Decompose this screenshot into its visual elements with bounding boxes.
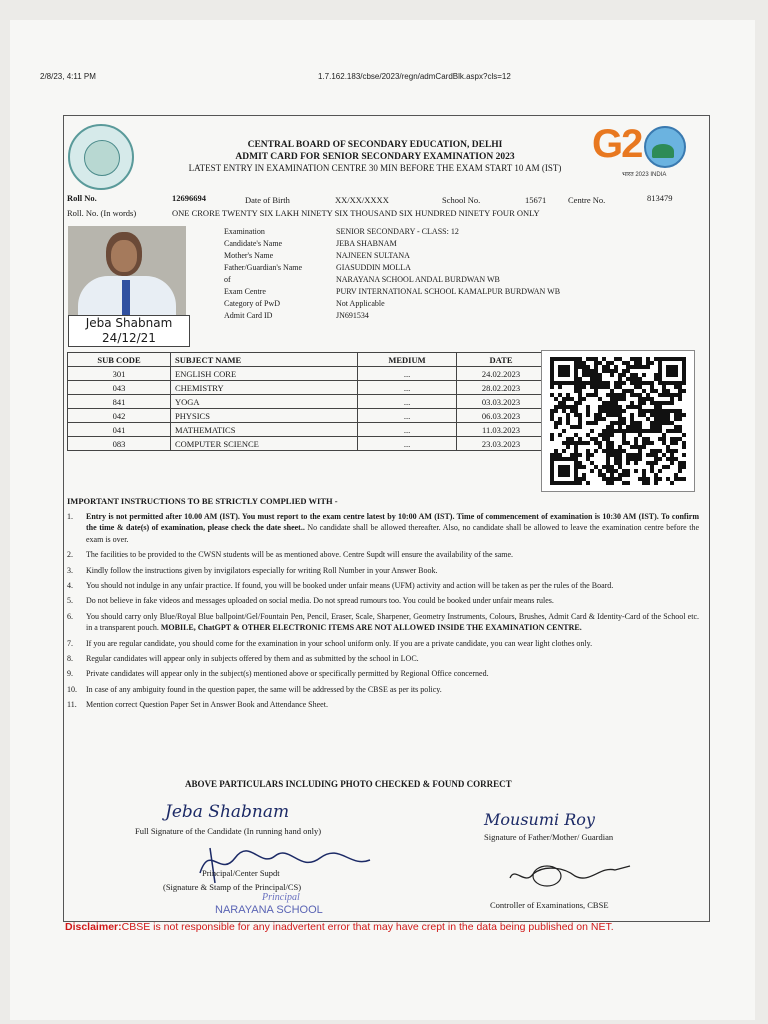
instruction-text <box>86 653 419 664</box>
qr-code <box>541 350 695 492</box>
detail-label: of <box>224 275 231 284</box>
header-date: DATE <box>457 353 546 367</box>
instruction-item <box>67 549 699 560</box>
instruction-item <box>67 595 699 606</box>
subject-name-cell: COMPUTER SCIENCE <box>171 437 358 451</box>
instruction-number: 5. <box>67 596 73 606</box>
detail-row <box>224 311 560 323</box>
instruction-body: Do not believe in fake videos and messages uploaded on social media. Do not spread rumours too. You could be booked under unfair means rules. <box>86 596 554 606</box>
detail-row <box>224 275 560 287</box>
instruction-item <box>67 684 699 695</box>
subject-name-cell: YOGA <box>171 395 358 409</box>
instruction-number: 1. <box>67 512 73 521</box>
detail-row <box>224 287 560 299</box>
instruction-body: No candidate shall be allowed thereafter. Also, no candidate shall be allowed to leave the examination centre before the exam is over. <box>86 523 699 544</box>
sub-code-cell: 041 <box>68 423 171 437</box>
medium-cell: ... <box>358 367 457 381</box>
instruction-number: 9. <box>67 669 73 679</box>
detail-label: Examination <box>224 227 265 236</box>
date-cell: 03.03.2023 <box>457 395 546 409</box>
instruction-body: In case of any ambiguity found in the question paper, the same will be addressed by the CBSE as per its policy. <box>86 684 442 694</box>
detail-value: NAJNEEN SULTANA <box>336 251 410 260</box>
photo-face <box>111 240 137 272</box>
admit-card-title: ADMIT CARD FOR SENIOR SECONDARY EXAMINATION 2023 <box>235 152 515 162</box>
header-subject-name: SUBJECT NAME <box>171 353 358 367</box>
date-cell: 23.03.2023 <box>457 437 546 451</box>
subject-table <box>67 352 546 451</box>
subject-name-cell: PHYSICS <box>171 409 358 423</box>
table-row <box>68 409 546 423</box>
board-title: CENTRAL BOARD OF SECONDARY EDUCATION, DELHI <box>247 140 503 150</box>
subject-name-cell: ENGLISH CORE <box>171 367 358 381</box>
sub-code-cell: 083 <box>68 437 171 451</box>
roll-value: 12696694 <box>172 193 206 203</box>
instruction-body: Mention correct Question Paper Set in Answer Book and Attendance Sheet. <box>86 700 328 710</box>
lotus-icon <box>652 144 674 158</box>
instruction-text <box>86 511 699 545</box>
table-row <box>68 367 546 381</box>
instruction-item <box>67 638 699 649</box>
instruction-body: The facilities to be provided to the CWSN students will be as mentioned above. Centre Supdt will ensure the availability of the same. <box>86 550 514 560</box>
medium-cell: ... <box>358 381 457 395</box>
instruction-item <box>67 699 699 710</box>
instruction-number: 3. <box>67 565 73 575</box>
detail-row <box>224 263 560 275</box>
disclaimer-label: Disclaimer: <box>65 921 122 933</box>
instruction-number: 6. <box>67 611 73 621</box>
subject-name-cell: MATHEMATICS <box>171 423 358 437</box>
detail-value: SENIOR SECONDARY - CLASS: 12 <box>336 227 459 236</box>
instruction-item <box>67 565 699 576</box>
date-cell: 28.02.2023 <box>457 381 546 395</box>
verification-note: ABOVE PARTICULARS INCLUDING PHOTO CHECKED & FOUND CORRECT <box>185 779 512 789</box>
instruction-text <box>86 638 592 649</box>
stamp-principal: Principal <box>262 892 300 903</box>
instruction-text <box>86 699 328 710</box>
instruction-item <box>67 511 699 545</box>
instruction-text <box>86 668 489 679</box>
photo-caption-name: Jeba Shabnam <box>85 316 173 330</box>
print-datetime: 2/8/23, 4:11 PM <box>40 72 96 81</box>
cbse-emblem <box>84 140 120 176</box>
candidate-details <box>224 227 560 323</box>
instruction-number: 10. <box>67 684 77 694</box>
instruction-text <box>86 580 613 591</box>
detail-label: Candidate's Name <box>224 239 283 248</box>
school-value: 15671 <box>525 195 547 205</box>
instruction-body: Regular candidates will appear only in subjects offered by them and as submitted by the school in LOC. <box>86 654 419 664</box>
school-label: School No. <box>442 195 481 205</box>
instruction-body: You should carry only Blue/Royal Blue ballpoint/Gel/Fountain Pen, Pencil, Eraser, Scale, Sharpener, Geometry Instruments, Colours, Brushes, Admit Card & Identity-Card of the School etc. in a transparent pouch. <box>86 611 699 633</box>
instruction-item <box>67 668 699 679</box>
centre-value: 813479 <box>647 193 673 203</box>
instruction-number: 8. <box>67 654 73 664</box>
date-cell: 24.02.2023 <box>457 367 546 381</box>
instruction-text <box>86 565 438 576</box>
table-row <box>68 381 546 395</box>
instruction-text <box>86 595 554 606</box>
instruction-number: 7. <box>67 638 73 648</box>
sub-code-cell: 043 <box>68 381 171 395</box>
disclaimer <box>65 921 614 933</box>
detail-row <box>224 227 560 239</box>
detail-label: Exam Centre <box>224 287 266 296</box>
detail-row <box>224 299 560 311</box>
header-sub-code: SUB CODE <box>68 353 171 367</box>
detail-value: JEBA SHABNAM <box>336 239 397 248</box>
candidate-signature: Jeba Shabnam <box>165 802 290 822</box>
sub-code-cell: 301 <box>68 367 171 381</box>
detail-value: JN691534 <box>336 311 369 320</box>
table-row <box>68 423 546 437</box>
sub-code-cell: 841 <box>68 395 171 409</box>
photo-caption <box>68 315 190 347</box>
controller-label: Controller of Examinations, CBSE <box>490 900 609 910</box>
instructions-title: IMPORTANT INSTRUCTIONS TO BE STRICTLY COMPLIED WITH - <box>67 496 338 506</box>
instruction-number: 11. <box>67 700 77 710</box>
cbse-logo <box>68 124 134 190</box>
instruction-number: 2. <box>67 550 73 560</box>
subject-name-cell: CHEMISTRY <box>171 381 358 395</box>
instruction-bold: Entry is not permitted after 10.00 AM (IST). You must report to the exam centre latest by 10:00 AM (IST). Time of commencement of examination is 10:30 AM (IST). To confirm the time & date(s) of examination, please check the date sheet.. <box>86 512 699 533</box>
date-cell: 11.03.2023 <box>457 423 546 437</box>
stamp-school: NARAYANA SCHOOL <box>215 904 323 916</box>
instructions-list <box>67 511 699 715</box>
dob-label: Date of Birth <box>245 195 290 205</box>
roll-label: Roll No. <box>67 193 97 203</box>
detail-label: Admit Card ID <box>224 311 273 320</box>
detail-label: Category of PwD <box>224 299 280 308</box>
instruction-number: 4. <box>67 581 73 591</box>
principal-signature <box>180 838 380 888</box>
parent-sig-label: Signature of Father/Mother/ Guardian <box>484 832 614 842</box>
detail-label: Mother's Name <box>224 251 274 260</box>
instruction-bold-tail: MOBILE, ChatGPT & OTHER ELECTRONIC ITEMS ARE NOT ALLOWED INSIDE THE EXAMINATION CENTRE. <box>160 623 582 633</box>
parent-signature: Mousumi Roy <box>484 810 595 829</box>
instruction-body: Kindly follow the instructions given by invigilators especially for writing Roll Number in your Answer Book. <box>86 565 438 575</box>
instruction-item <box>67 611 699 634</box>
instruction-body: If you are regular candidate, you should come for the examination in your school uniform only. If you are a private candidate, you can wear light clothes only. <box>86 638 593 648</box>
detail-value: GIASUDDIN MOLLA <box>336 263 411 272</box>
medium-cell: ... <box>358 409 457 423</box>
dob-value: XX/XX/XXXX <box>335 195 389 205</box>
g20-subtext: भारत 2023 INDIA <box>622 172 667 178</box>
detail-row <box>224 239 560 251</box>
instruction-item <box>67 580 699 591</box>
instruction-text <box>86 684 442 695</box>
medium-cell: ... <box>358 395 457 409</box>
photo-tie <box>122 280 130 316</box>
subject-table-header <box>68 353 546 367</box>
detail-value: PURV INTERNATIONAL SCHOOL KAMALPUR BURDWAN WB <box>336 287 561 296</box>
roll-words-value: ONE CRORE TWENTY SIX LAKH NINETY SIX THOUSAND SIX HUNDRED NINETY FOUR ONLY <box>172 208 540 218</box>
instruction-text <box>86 611 699 634</box>
candidate-sig-label: Full Signature of the Candidate (In running hand only) <box>135 826 322 836</box>
header-medium: MEDIUM <box>358 353 457 367</box>
detail-value: NARAYANA SCHOOL ANDAL BURDWAN WB <box>336 275 500 284</box>
candidate-photo <box>68 226 186 316</box>
sub-code-cell: 042 <box>68 409 171 423</box>
detail-value: Not Applicable <box>336 299 385 308</box>
instruction-text <box>86 549 513 560</box>
table-row <box>68 395 546 409</box>
medium-cell: ... <box>358 437 457 451</box>
date-cell: 06.03.2023 <box>457 409 546 423</box>
principal-title: Principal/Center Supdt <box>202 868 280 878</box>
disclaimer-text: CBSE is not responsible for any inadvertent error that may have crept in the data being published on NET. <box>121 921 614 933</box>
table-row <box>68 437 546 451</box>
instruction-body: Private candidates will appear only in the subject(s) mentioned above or specifically permitted by Regional Office concerned. <box>86 669 489 679</box>
entry-notice: LATEST ENTRY IN EXAMINATION CENTRE 30 MIN BEFORE THE EXAM START 10 AM (IST) <box>188 163 562 173</box>
detail-row <box>224 251 560 263</box>
g20-text: G2 <box>592 122 642 166</box>
instruction-body: You should not indulge in any unfair practice. If found, you will be booked under unfair means (UFM) activity and action will be taken as per the rules of the Board. <box>86 581 614 591</box>
detail-label: Father/Guardian's Name <box>224 263 303 272</box>
centre-label: Centre No. <box>568 195 606 205</box>
roll-words-label: Roll. No. (In words) <box>67 208 137 218</box>
controller-signature <box>505 856 635 896</box>
principal-sig-label: (Signature & Stamp of the Principal/CS) <box>163 882 302 892</box>
medium-cell: ... <box>358 423 457 437</box>
photo-caption-date: 24/12/21 <box>102 331 156 345</box>
instruction-item <box>67 653 699 664</box>
print-url: 1.7.162.183/cbse/2023/regn/admCardBlk.aspx?cls=12 <box>318 72 511 81</box>
